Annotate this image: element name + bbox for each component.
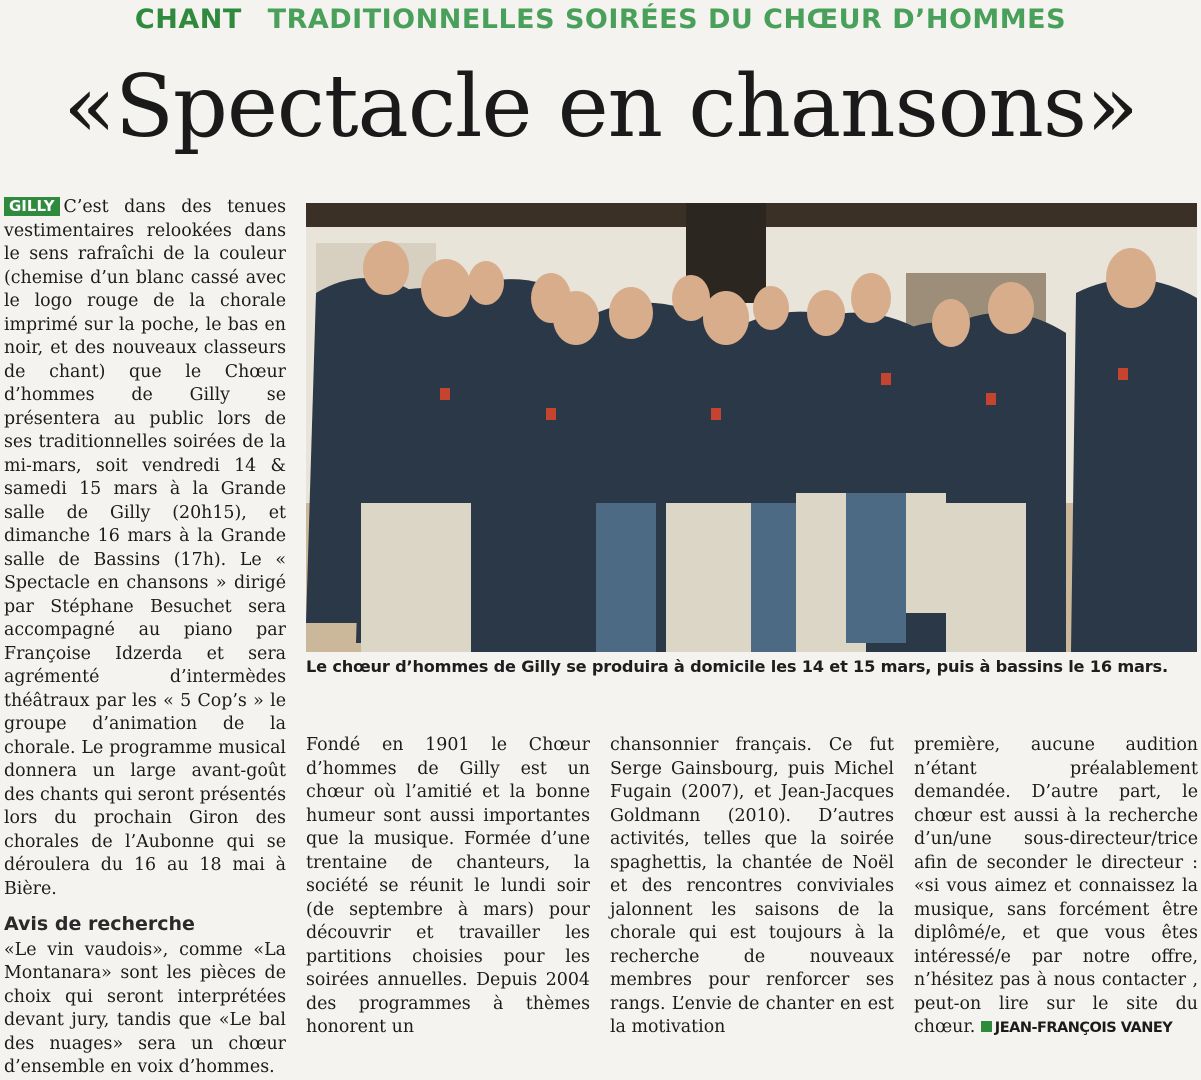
kicker-rubric: CHANT — [134, 4, 242, 35]
byline-author: JEAN-FRANÇOIS VANEY — [994, 1020, 1173, 1036]
group-photo-image — [306, 203, 1197, 652]
column-2-text: Fondé en 1901 le Chœur d’hommes de Gilly est un chœur où l’amitié et la bonne humeur sont aussi importantes que la musique. Formée d’une trentaine de chanteurs, la société se réunit le lundi soir (de septembre à mars) pour découvrir et travailler les partitions choisies pour les soirées annuelles. Depuis 2004 des programmes à thèmes honorent un — [306, 735, 590, 1037]
group-photo — [306, 203, 1197, 652]
column-4-text: première, aucune audition n’étant préalablement demandée. D’autre part, le chœur est aussi à la recherche d’un/une sous-directeur/trice afin de seconder le directeur : «si vous aimez et connaissez la musique, sans forcément être diplômé/e, et que vous êtes intéressé/e par notre offre, n’hésitez pas à nous contacter , peut-on lire sur le site du chœur. — [914, 735, 1198, 1037]
section-paragraph: «Le vin vaudois», comme «La Montanara» sont les pièces de choix qui seront interprétées devant jury, tandis que «Le bal des nuages» sera un chœur d’ensemble en voix d’hommes. — [4, 939, 286, 1077]
kicker-title: TRADITIONNELLES SOIRÉES DU CHŒUR D’HOMMES — [267, 4, 1067, 35]
column-4-paragraph — [914, 734, 1198, 1041]
photo-caption: Le chœur d’hommes de Gilly se produira à domicile les 14 et 15 mars, puis à bassins le 16 mars. — [306, 657, 1168, 676]
column-3-text: chansonnier français. Ce fut Serge Gainsbourg, puis Michel Fugain (2007), et Jean-Jacques Goldmann (2010). D’autres activités, telles que la soirée spaghettis, la chantée de Noël et des rencontres conviviales jalonnent les saisons de la chorale qui est toujours à la recherche de nouveaux membres pour renforcer ses rangs. L’envie de chanter en est la motivation — [610, 735, 894, 1037]
column-1 — [4, 196, 286, 1080]
intro-paragraph — [4, 196, 286, 901]
headline: «Spectacle en chansons» — [63, 57, 1138, 157]
column-4 — [914, 734, 1198, 1041]
dateline-badge: GILLY — [4, 197, 60, 216]
byline — [981, 1020, 1172, 1036]
column-3 — [610, 734, 894, 1040]
kicker — [0, 4, 1201, 40]
section-subhead: Avis de recherche — [4, 913, 195, 935]
intro-text: C’est dans des tenues vestimentaires relookées dans le sens rafraîchi de la couleur (chemise d’un blanc cassé avec le logo rouge de la chorale imprimé sur la poche, le bas en noir, et des nouveaux classeurs de chant) que le Chœur d’hommes de Gilly se présentera au public lors de ses traditionnelles soirées de la mi-mars, soit vendredi 14 & samedi 15 mars à la Grande salle de Gilly (20h15), et dimanche 16 mars à la Grande salle de Bassins (17h). Le « Spectacle en chansons » dirigé par Stéphane Besuchet sera accompagné au piano par Françoise Idzerda et sera agrémenté d’intermèdes théâtraux par les « 5 Cop’s » le groupe d’animation de la chorale. Le programme musical donnera un large avant-goût des chants qui seront présentés lors du prochain Giron des chorales de l’Aubonne qui se déroulera du 16 au 18 mai à Bière. — [4, 197, 286, 899]
column-2 — [306, 734, 590, 1040]
byline-square-icon — [981, 1021, 992, 1032]
